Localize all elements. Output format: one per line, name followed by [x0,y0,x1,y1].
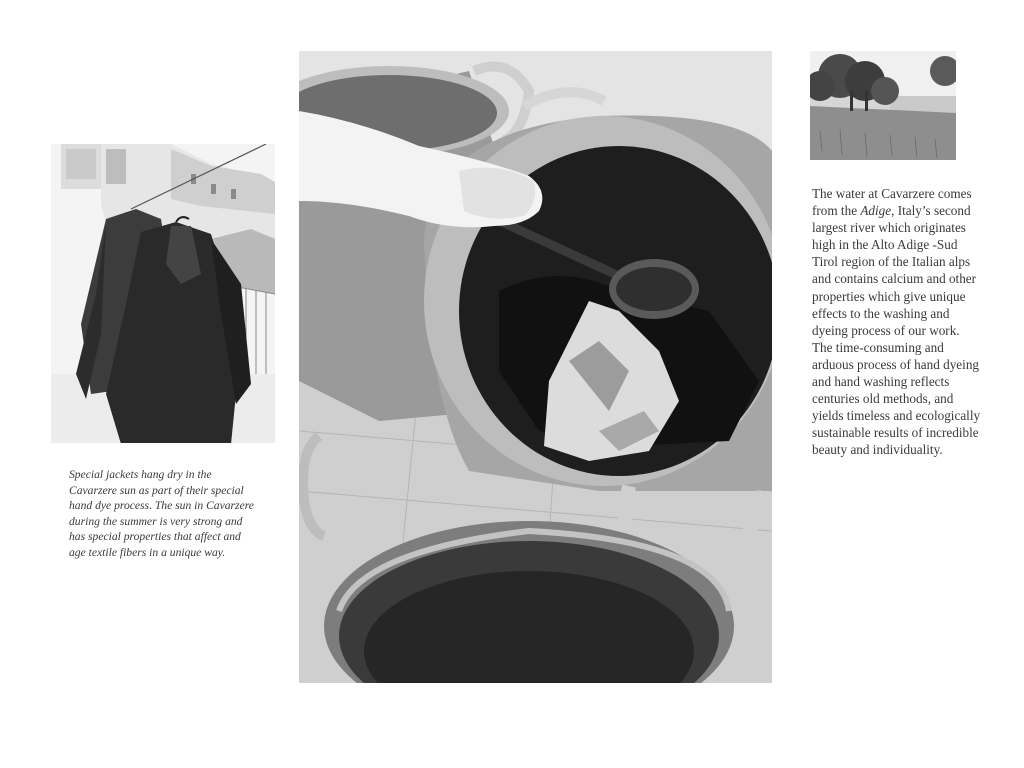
river-landscape-photo [810,51,956,160]
river-landscape-illustration [810,51,956,160]
jackets-caption: Special jackets hang dry in the Cavarzere sun as part of their special hand dye process. The sun in Cavarzere during the summer is very strong and has special properties that affect and age textile fibers in a unique way. [69,468,254,559]
river-description-part1: The water at Cavarzere comes from the [812,186,972,219]
river-name-adige: Adige [860,203,892,219]
dye-pots-photo [299,51,772,683]
river-description-text [812,185,982,459]
dye-pots-illustration [299,51,772,683]
jackets-drying-photo [51,144,275,443]
river-description-part2: , Italy’s second largest river which originates high in the Alto Adige -Sud Tirol region of the Italian alps and contains calcium and other properties which give unique effects to the washing and dyeing process of our work. The time-consuming and arduous process of hand dyeing and hand washing reflects centuries old methods, and yields timeless and ecologically sustainable results of incredible beauty and individuality. [812,203,981,458]
jackets-drying-illustration [51,144,275,443]
